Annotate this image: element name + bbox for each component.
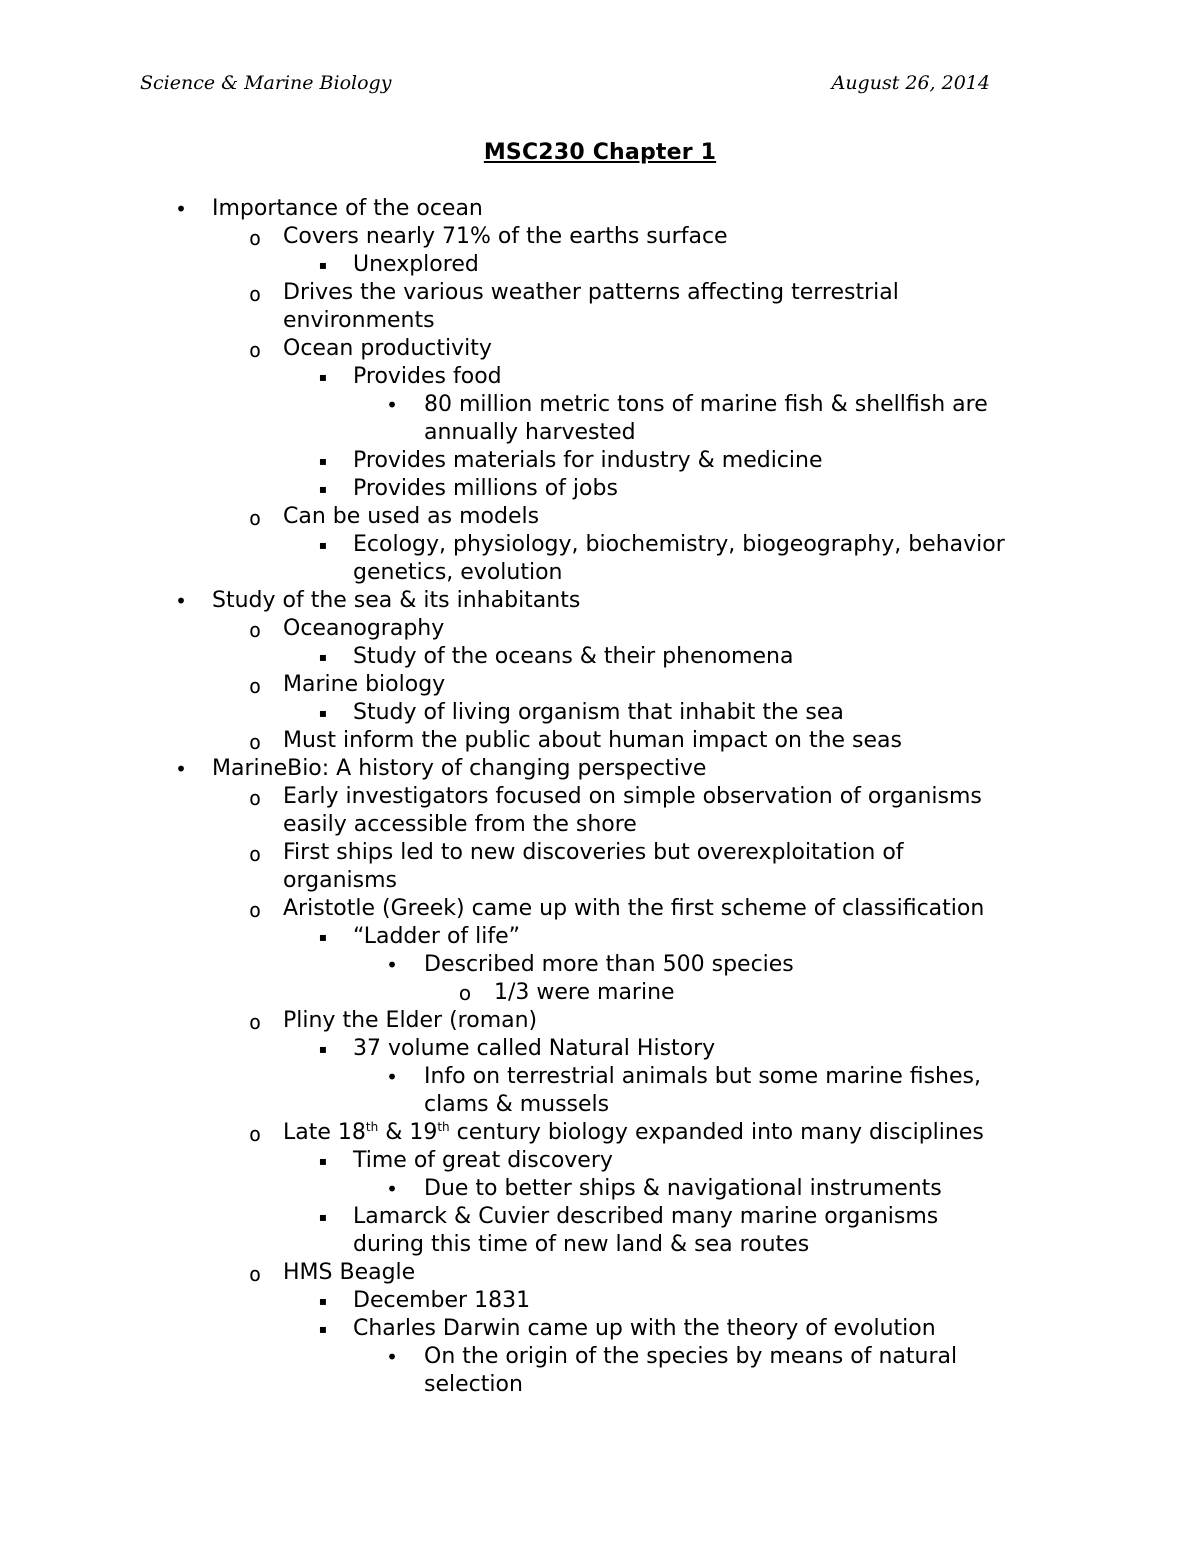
outline-item-level-5 bbox=[0, 979, 1200, 1007]
bullet-marker: o bbox=[248, 282, 262, 306]
outline-item-text: MarineBio: A history of changing perspective bbox=[212, 756, 707, 781]
text-run: century biology expanded into many disciplines bbox=[449, 1120, 984, 1145]
outline-item-level-1 bbox=[0, 195, 1200, 223]
outline-item-level-2 bbox=[0, 1259, 1200, 1287]
bullet-marker: • bbox=[386, 393, 398, 417]
bullet-marker: • bbox=[386, 953, 398, 977]
bullet-marker: o bbox=[248, 730, 262, 754]
outline-item-level-1 bbox=[0, 755, 1200, 783]
outline-item-level-3 bbox=[0, 1035, 1200, 1063]
outline-item-level-3 bbox=[0, 251, 1200, 279]
outline-item-text: December 1831 bbox=[353, 1288, 531, 1313]
bullet-marker: • bbox=[175, 197, 187, 221]
bullet-marker: o bbox=[248, 226, 262, 250]
outline-item-level-2 bbox=[0, 1119, 1200, 1147]
outline-item-text: HMS Beagle bbox=[283, 1260, 416, 1285]
document-title: MSC230 Chapter 1 bbox=[483, 140, 717, 165]
bullet-marker: o bbox=[248, 1262, 262, 1286]
outline-item-text: Covers nearly 71% of the earths surface bbox=[283, 224, 728, 249]
outline-item-level-3 bbox=[0, 1315, 1200, 1343]
outline-item-text: Early investigators focused on simple observation of organisms bbox=[283, 784, 982, 809]
superscript-text: th bbox=[365, 1120, 379, 1134]
outline-item-level-4 bbox=[0, 1063, 1200, 1091]
bullet-marker: o bbox=[248, 338, 262, 362]
outline-item-text: Info on terrestrial animals but some marine fishes, bbox=[424, 1064, 981, 1089]
outline-item-level-2 bbox=[0, 503, 1200, 531]
bullet-marker: o bbox=[248, 898, 262, 922]
outline-item-text: Must inform the public about human impact on the seas bbox=[283, 728, 902, 753]
outline-item-text: Importance of the ocean bbox=[212, 196, 483, 221]
outline-item-level-2 bbox=[0, 279, 1200, 307]
bullet-marker: • bbox=[386, 1177, 398, 1201]
outline-item-text: genetics, evolution bbox=[353, 560, 563, 585]
bullet-marker: ▪ bbox=[318, 1294, 328, 1308]
outline-item-text: Drives the various weather patterns affecting terrestrial bbox=[283, 280, 899, 305]
outline-item-text: Ecology, physiology, biochemistry, biogeography, behavior bbox=[353, 532, 1005, 557]
text-run: Late 18 bbox=[283, 1120, 366, 1145]
outline-item-text: 37 volume called Natural History bbox=[353, 1036, 716, 1061]
outline-item-level-3 bbox=[0, 475, 1200, 503]
outline-item-level-2 bbox=[0, 671, 1200, 699]
outline-item-text: Aristotle (Greek) came up with the first scheme of classification bbox=[283, 896, 985, 921]
outline-item-text: Study of living organism that inhabit the sea bbox=[353, 700, 844, 725]
bullet-marker: ▪ bbox=[318, 1210, 328, 1224]
bullet-marker: • bbox=[386, 1345, 398, 1369]
superscript-text: th bbox=[437, 1120, 450, 1134]
outline-item-level-2 bbox=[0, 335, 1200, 363]
outline-item-text bbox=[283, 1119, 984, 1147]
outline-item-text: First ships led to new discoveries but overexploitation of bbox=[283, 840, 904, 865]
outline-item-text: On the origin of the species by means of natural bbox=[424, 1344, 958, 1369]
outline-item-level-3 bbox=[0, 643, 1200, 671]
outline-item-level-2 bbox=[0, 811, 1200, 839]
bullet-marker: ▪ bbox=[318, 258, 328, 272]
outline-item-text: 80 million metric tons of marine fish & shellfish are bbox=[424, 392, 988, 417]
bullet-marker: ▪ bbox=[318, 1154, 328, 1168]
outline-item-level-4 bbox=[0, 391, 1200, 419]
outline-item-text: Due to better ships & navigational instruments bbox=[424, 1176, 942, 1201]
outline-item-text: Oceanography bbox=[283, 616, 445, 641]
bullet-marker: ▪ bbox=[318, 930, 328, 944]
outline-item-level-4 bbox=[0, 1343, 1200, 1371]
outline-item-level-3 bbox=[0, 1203, 1200, 1231]
outline-item-level-3 bbox=[0, 559, 1200, 587]
outline-item-level-2 bbox=[0, 867, 1200, 895]
outline-item-text: Provides food bbox=[353, 364, 502, 389]
text-run: & 19 bbox=[378, 1120, 438, 1145]
outline-item-level-3 bbox=[0, 447, 1200, 475]
bullet-marker: o bbox=[248, 618, 262, 642]
outline-item-text: Charles Darwin came up with the theory of evolution bbox=[353, 1316, 936, 1341]
outline-item-text: “Ladder of life” bbox=[353, 924, 521, 949]
outline-item-level-2 bbox=[0, 615, 1200, 643]
outline-item-text: Provides millions of jobs bbox=[353, 476, 618, 501]
bullet-marker: o bbox=[248, 1122, 262, 1146]
bullet-marker: • bbox=[175, 589, 187, 613]
outline-item-level-3 bbox=[0, 1231, 1200, 1259]
outline-item-level-2 bbox=[0, 783, 1200, 811]
outline-item-text: environments bbox=[283, 308, 435, 333]
outline-item-text: Time of great discovery bbox=[353, 1148, 613, 1173]
outline-item-level-4 bbox=[0, 419, 1200, 447]
outline-item-level-1 bbox=[0, 587, 1200, 615]
bullet-marker: o bbox=[458, 981, 472, 1005]
bullet-marker: • bbox=[175, 757, 187, 781]
outline-item-level-3 bbox=[0, 531, 1200, 559]
outline-item-text: annually harvested bbox=[424, 420, 636, 445]
outline-item-level-3 bbox=[0, 923, 1200, 951]
outline-item-level-3 bbox=[0, 1147, 1200, 1175]
outline-item-text: Described more than 500 species bbox=[424, 952, 794, 977]
outline-item-level-2 bbox=[0, 307, 1200, 335]
bullet-marker: ▪ bbox=[318, 706, 328, 720]
outline-item-level-4 bbox=[0, 951, 1200, 979]
bullet-marker: o bbox=[248, 674, 262, 698]
outline-item-level-2 bbox=[0, 727, 1200, 755]
outline-list bbox=[0, 195, 1200, 1399]
bullet-marker: ▪ bbox=[318, 1042, 328, 1056]
outline-item-level-4 bbox=[0, 1175, 1200, 1203]
bullet-marker: o bbox=[248, 506, 262, 530]
outline-item-level-2 bbox=[0, 1007, 1200, 1035]
outline-item-text: easily accessible from the shore bbox=[283, 812, 637, 837]
outline-item-text: selection bbox=[424, 1372, 523, 1397]
bullet-marker: ▪ bbox=[318, 482, 328, 496]
outline-item-level-3 bbox=[0, 1287, 1200, 1315]
outline-item-text: Lamarck & Cuvier described many marine organisms bbox=[353, 1204, 939, 1229]
outline-item-text: Can be used as models bbox=[283, 504, 540, 529]
outline-item-level-3 bbox=[0, 699, 1200, 727]
outline-item-text: Study of the sea & its inhabitants bbox=[212, 588, 581, 613]
outline-item-level-2 bbox=[0, 223, 1200, 251]
bullet-marker: o bbox=[248, 842, 262, 866]
outline-item-text: Provides materials for industry & medicine bbox=[353, 448, 823, 473]
outline-item-text: 1/3 were marine bbox=[494, 980, 675, 1005]
outline-item-level-2 bbox=[0, 839, 1200, 867]
outline-item-text: Unexplored bbox=[353, 252, 479, 277]
outline-item-text: during this time of new land & sea routes bbox=[353, 1232, 810, 1257]
outline-item-text: Ocean productivity bbox=[283, 336, 492, 361]
outline-item-text: organisms bbox=[283, 868, 397, 893]
outline-item-level-2 bbox=[0, 895, 1200, 923]
bullet-marker: ▪ bbox=[318, 1322, 328, 1336]
bullet-marker: • bbox=[386, 1065, 398, 1089]
outline-item-level-4 bbox=[0, 1091, 1200, 1119]
outline-item-text: clams & mussels bbox=[424, 1092, 610, 1117]
bullet-marker: ▪ bbox=[318, 370, 328, 384]
header-date: August 26, 2014 bbox=[831, 72, 990, 94]
bullet-marker: ▪ bbox=[318, 454, 328, 468]
outline-item-text: Study of the oceans & their phenomena bbox=[353, 644, 794, 669]
bullet-marker: ▪ bbox=[318, 538, 328, 552]
outline-item-text: Pliny the Elder (roman) bbox=[283, 1008, 538, 1033]
page-header bbox=[140, 72, 990, 102]
outline-item-text: Marine biology bbox=[283, 672, 446, 697]
outline-item-level-3 bbox=[0, 363, 1200, 391]
bullet-marker: ▪ bbox=[318, 650, 328, 664]
outline-item-level-4 bbox=[0, 1371, 1200, 1399]
header-course-name: Science & Marine Biology bbox=[140, 72, 392, 94]
bullet-marker: o bbox=[248, 1010, 262, 1034]
bullet-marker: o bbox=[248, 786, 262, 810]
